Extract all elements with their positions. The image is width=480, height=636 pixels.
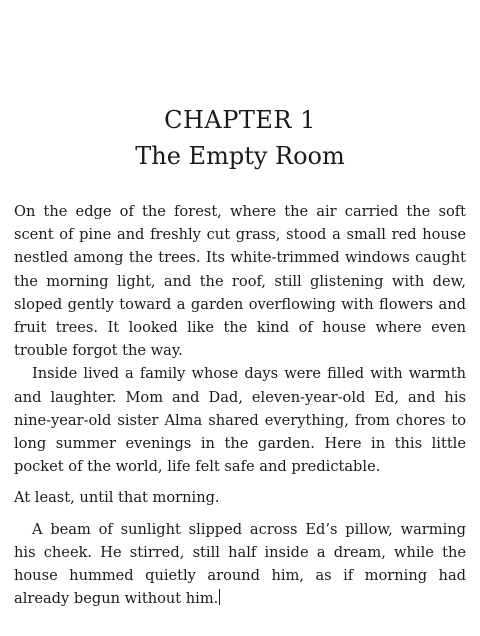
paragraph-2: Inside lived a family whose days were filled with warmth and laughter. Mom and Dad, eleven-year-old Ed, and his nine-year-old sister Alma shared everything, from chores to long summer evenings in the garden. Here in this little pocket of the world, life felt safe and predictable. (14, 365, 466, 476)
paragraph-3: At least, until that morning. (14, 489, 220, 507)
chapter-body[interactable] (14, 200, 466, 610)
paragraph-4-text: A beam of sunlight slipped across Ed’s pillow, warming his cheek. He stirred, still half inside a dream, while the house hummed quietly around him, as if morning had already begun without him. (14, 520, 466, 608)
paragraph-4 (14, 518, 466, 611)
text-cursor (219, 589, 220, 605)
chapter-title: The Empty Room (135, 142, 345, 170)
chapter-number: CHAPTER 1 (164, 106, 316, 134)
paragraph-1: On the edge of the forest, where the air carried the soft scent of pine and freshly cut grass, stood a small red house nestled among the trees. Its white-trimmed windows caught the morning light, and the roof, still glistening with dew, sloped gently toward a garden overflowing with flowers and fruit trees. It looked like the kind of house where even trouble forgot the way. (14, 203, 466, 360)
